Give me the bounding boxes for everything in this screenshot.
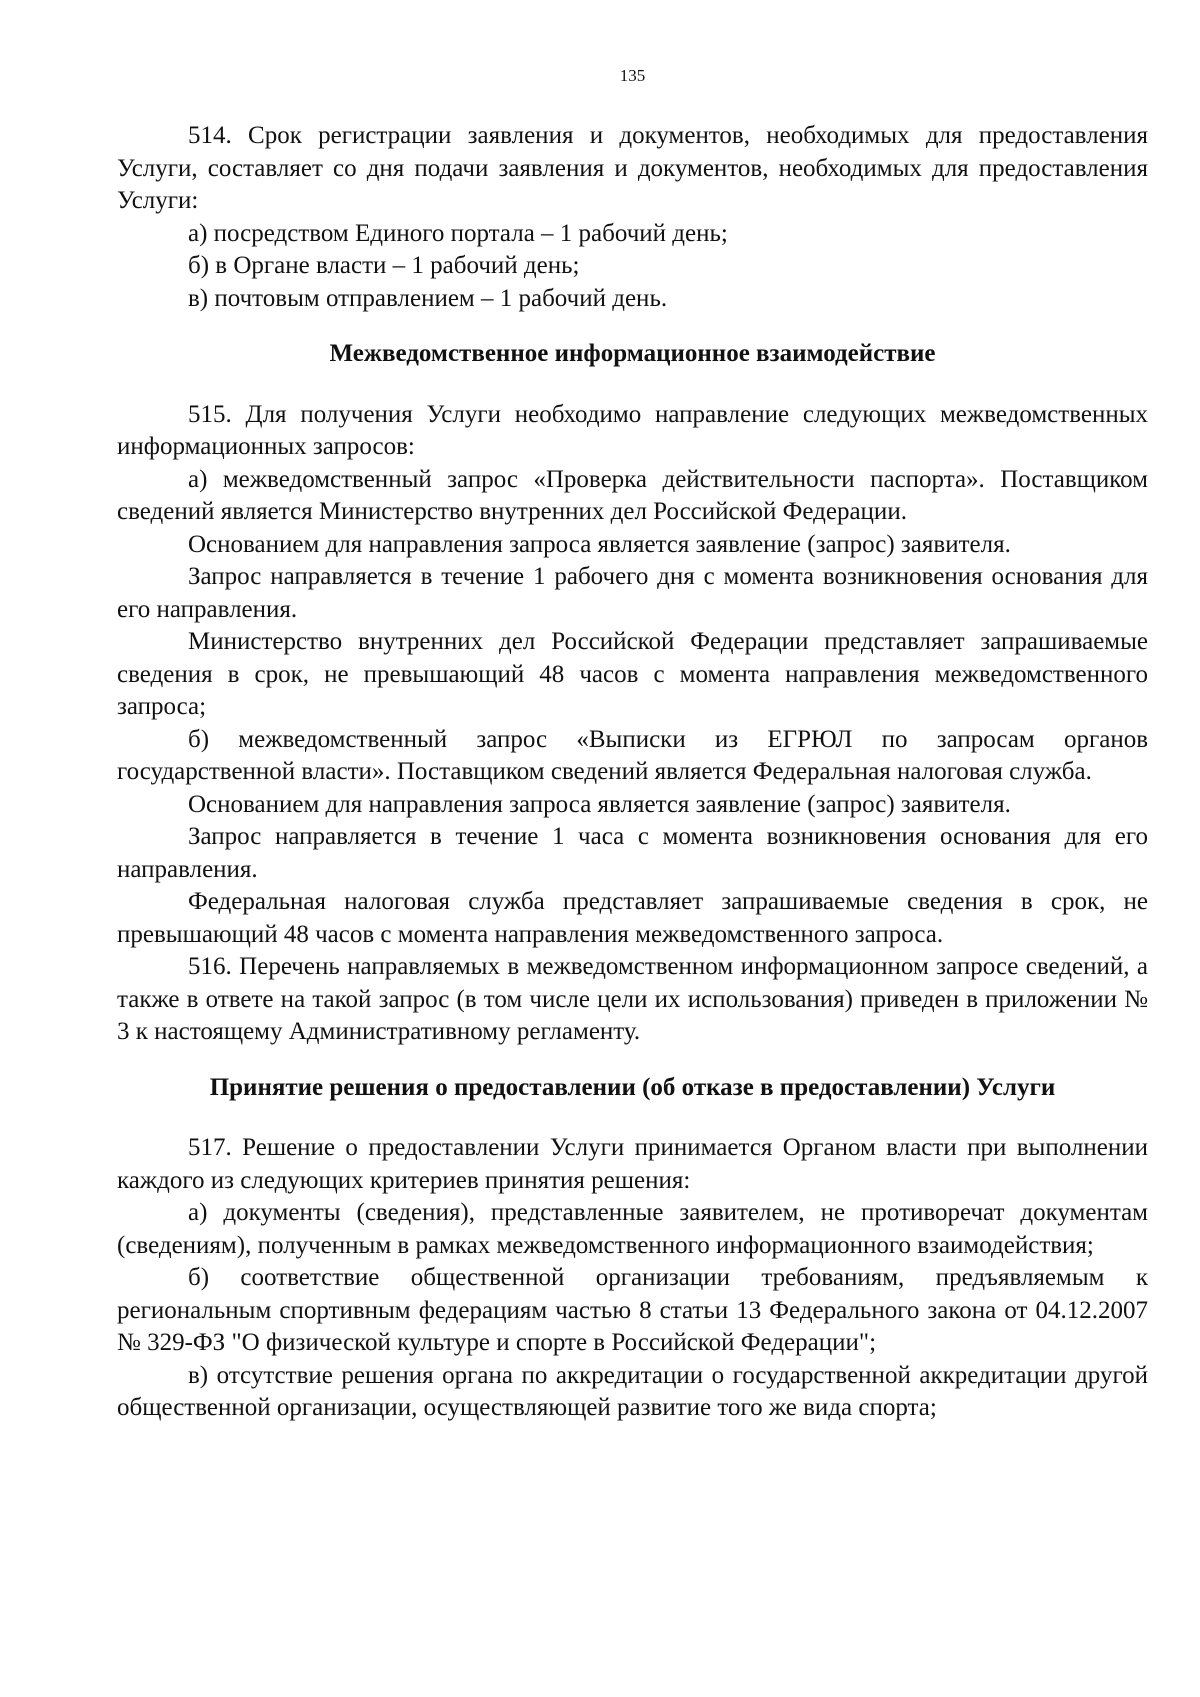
section-heading: Принятие решения о предоставлении (об отказе в предоставлении) Услуги	[209, 1073, 1056, 1101]
paragraph: Основанием для направления запроса является заявление (запрос) заявителя.	[188, 790, 1011, 818]
section-registration-term	[117, 120, 1148, 315]
section-heading: Межведомственное информационное взаимодействие	[329, 340, 936, 367]
paragraph: Запрос направляется в течение 1 рабочего дня с момента возникновения основания для его направления.	[117, 563, 1148, 623]
paragraph: 517. Решение о предоставлении Услуги принимается Органом власти при выполнении каждого из следующих критериев принятия решения:	[117, 1134, 1148, 1194]
list-item: а) посредством Единого портала – 1 рабочий день;	[188, 219, 728, 247]
paragraph: 516. Перечень направляемых в межведомственном информационном запросе сведений, а также в ответе на такой запрос (в том числе цели их использования) приведен в приложении № 3 к настоящему Административному регламенту.	[117, 953, 1148, 1045]
page-number: 135	[619, 66, 646, 85]
list-item: б) межведомственный запрос «Выписки из ЕГРЮЛ по запросам органов государственной власти». Поставщиком сведений является Федеральная налоговая служба.	[117, 725, 1148, 785]
list-item: в) почтовым отправлением – 1 рабочий день.	[188, 284, 668, 312]
paragraph: Федеральная налоговая служба представляет запрашиваемые сведения в срок, не превышающий 48 часов с момента направления межведомственного запроса.	[117, 888, 1148, 948]
list-item: в) отсутствие решения органа по аккредитации о государственной аккредитации другой общественной организации, осуществляющей развитие того же вида спорта;	[117, 1361, 1148, 1421]
section-decision-making	[117, 1072, 1148, 1425]
list-item: а) документы (сведения), представленные заявителем, не противоречат документам (сведениям), полученным в рамках межведомственного информационного взаимодействия;	[117, 1199, 1148, 1259]
paragraph: Министерство внутренних дел Российской Федерации представляет запрашиваемые сведения в срок, не превышающий 48 часов с момента направления межведомственного запроса;	[117, 628, 1148, 720]
document-page	[117, 64, 1148, 1425]
paragraph: Запрос направляется в течение 1 часа с момента возникновения основания для его направления.	[117, 823, 1148, 883]
paragraph: Основанием для направления запроса является заявление (запрос) заявителя.	[188, 530, 1011, 558]
paragraph: 515. Для получения Услуги необходимо направление следующих межведомственных информационных запросов:	[117, 400, 1148, 460]
list-item: б) соответствие общественной организации требованиям, предъявляемым к региональным спортивным федерациям частью 8 статьи 13 Федерального закона от 04.12.2007 № 329-ФЗ "О физической культуре и спорте в Российской Федерации";	[117, 1264, 1148, 1356]
list-item: б) в Органе власти – 1 рабочий день;	[188, 252, 580, 279]
section-interagency-interaction	[117, 338, 1148, 1049]
paragraph: 514. Срок регистрации заявления и документов, необходимых для предоставления Услуги, составляет со дня подачи заявления и документов, необходимых для предоставления Услуги:	[117, 122, 1148, 214]
list-item: а) межведомственный запрос «Проверка действительности паспорта». Поставщиком сведений является Министерство внутренних дел Российской Федерации.	[117, 465, 1148, 525]
